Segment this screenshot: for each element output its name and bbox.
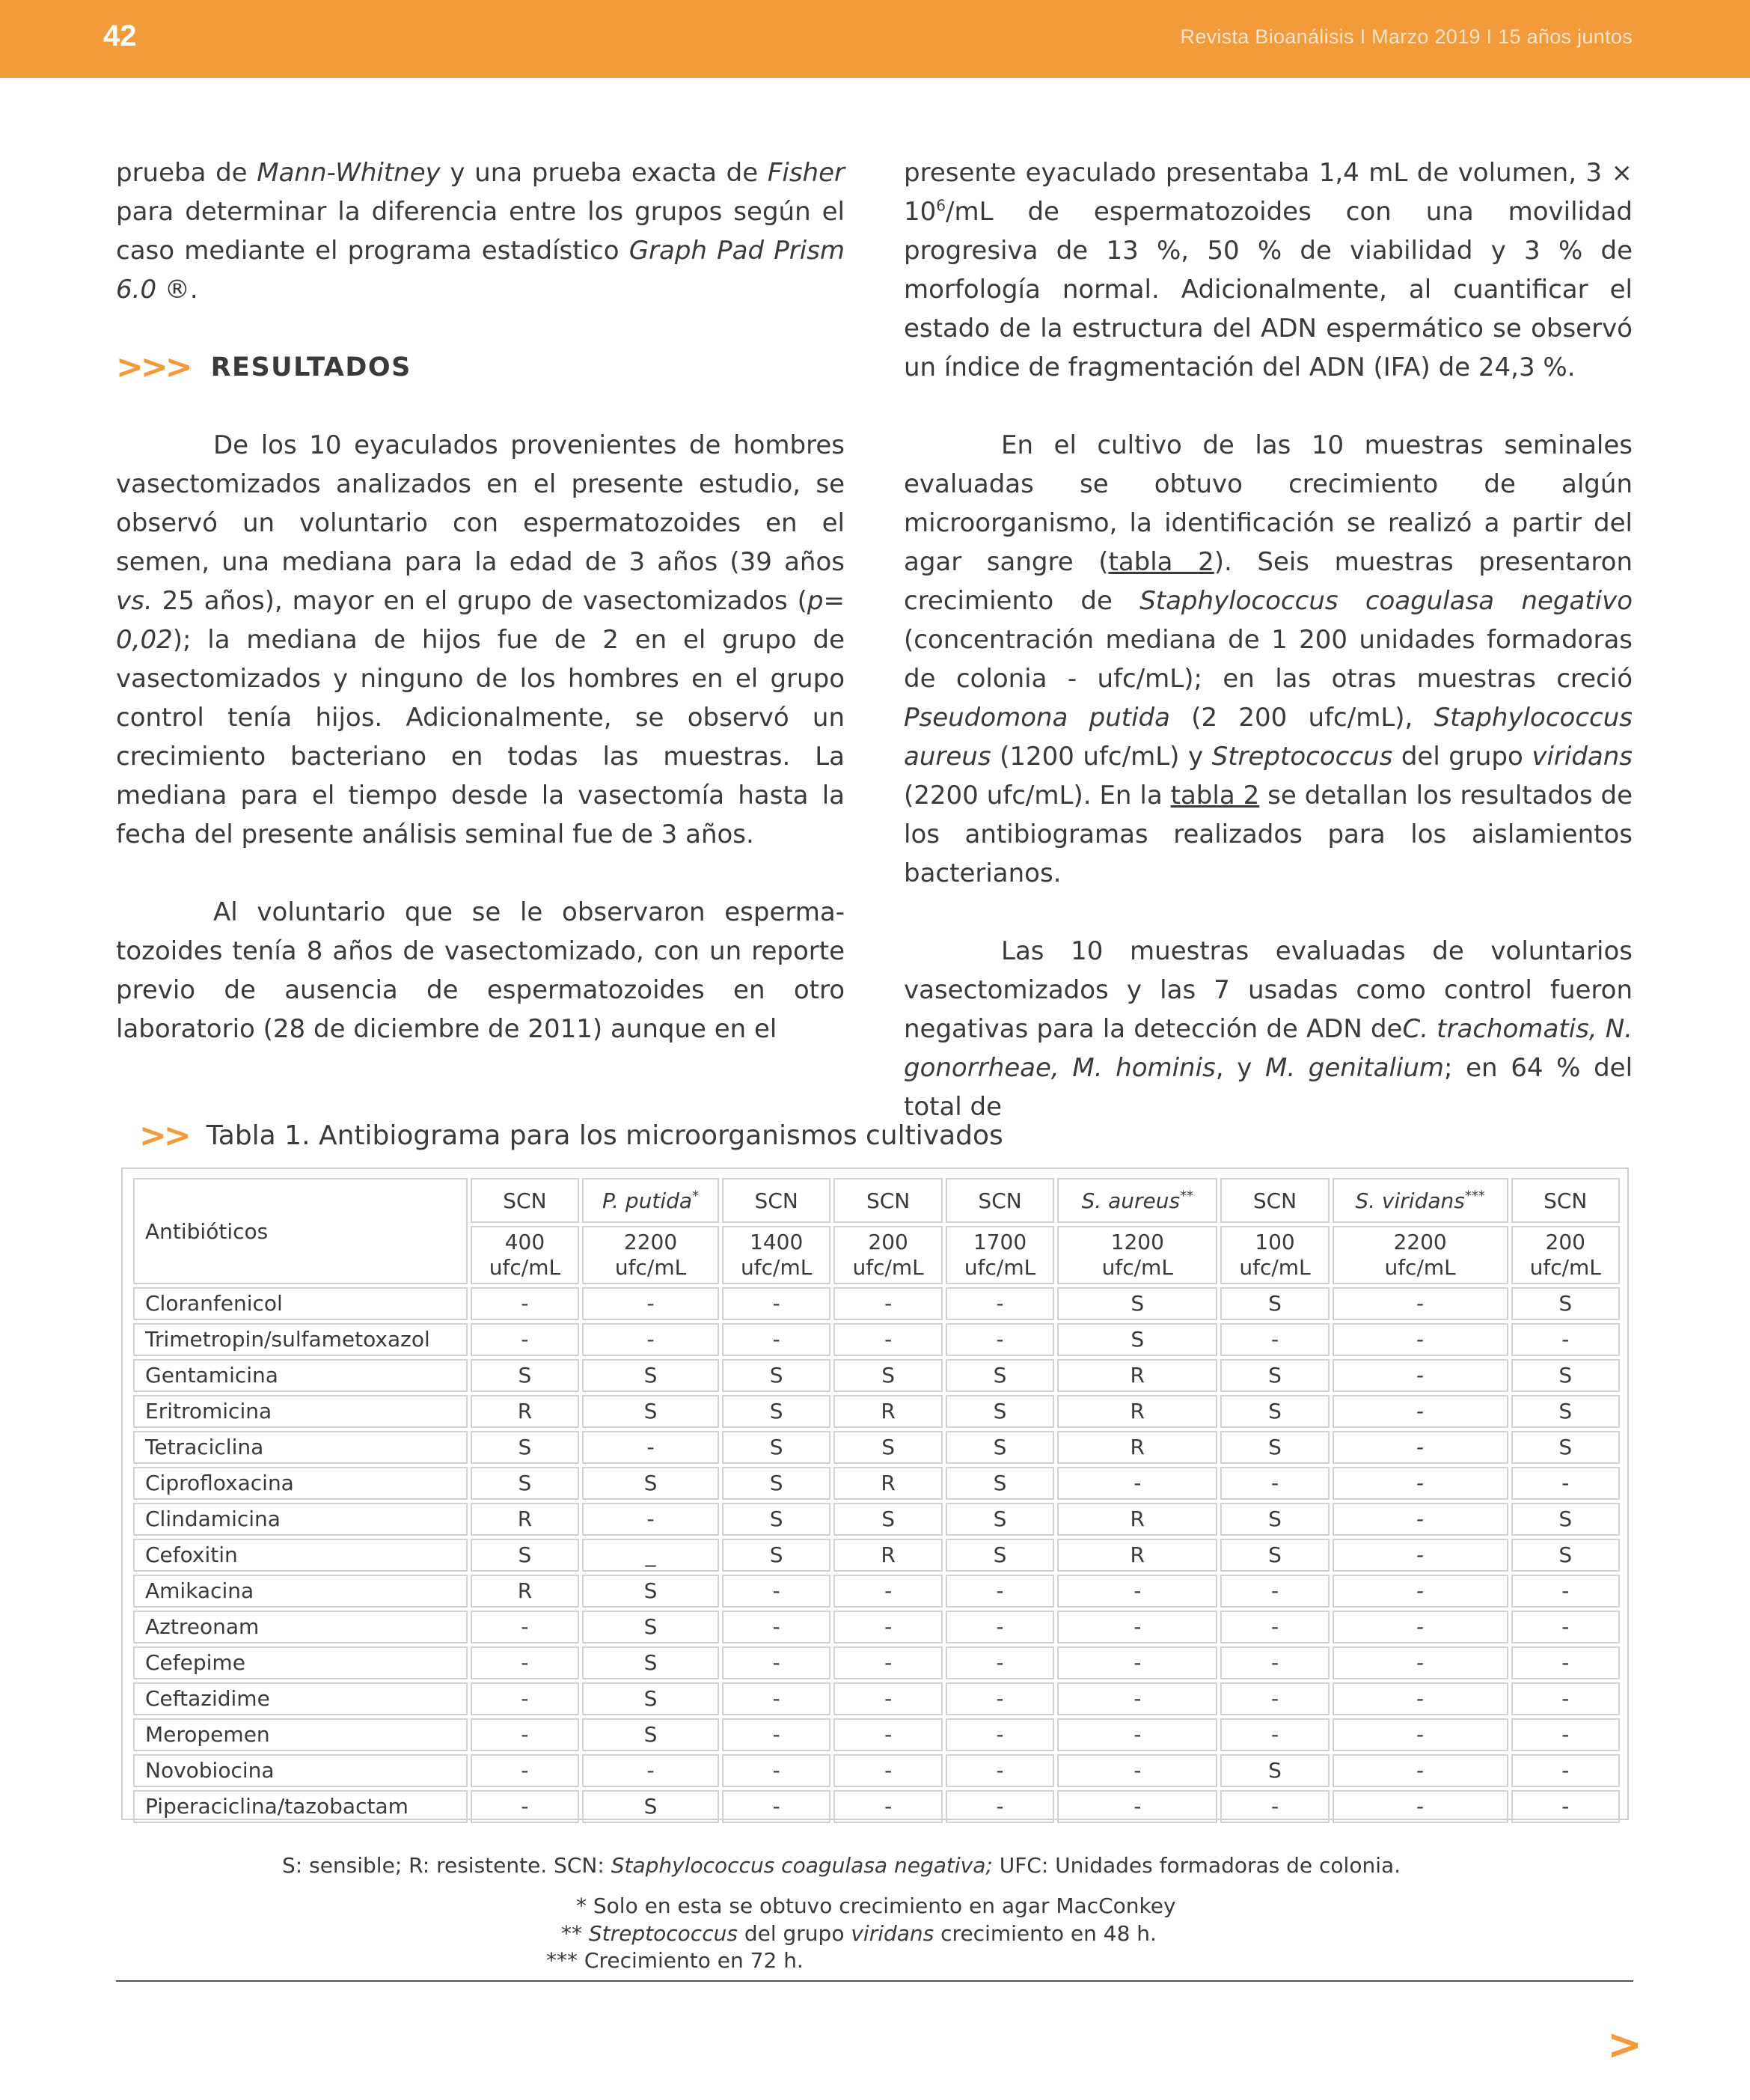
- susceptibility-cell: -: [1333, 1718, 1508, 1751]
- text-run: ®.: [156, 275, 198, 305]
- table-row: [133, 1611, 1620, 1643]
- italic-run: Graph Pad Prism 6.0: [116, 236, 845, 305]
- susceptibility-cell: -: [1220, 1467, 1329, 1500]
- susceptibility-cell: -: [1511, 1611, 1621, 1643]
- susceptibility-cell: -: [1333, 1611, 1508, 1643]
- susceptibility-cell: -: [471, 1718, 579, 1751]
- text-run: , y: [1215, 1053, 1265, 1083]
- susceptibility-cell: S: [471, 1359, 579, 1392]
- methods-paragraph-end: [116, 153, 845, 309]
- susceptibility-cell: -: [1333, 1575, 1508, 1608]
- susceptibility-cell: -: [946, 1754, 1054, 1787]
- concentration-header: [471, 1226, 579, 1284]
- susceptibility-cell: S: [833, 1359, 942, 1392]
- table-row: [133, 1359, 1620, 1392]
- footnote-2: [561, 1921, 1157, 1946]
- susceptibility-cell: S: [582, 1646, 719, 1679]
- susceptibility-cell: -: [1333, 1395, 1508, 1428]
- susceptibility-cell: S: [1511, 1539, 1621, 1572]
- susceptibility-cell: -: [833, 1682, 942, 1715]
- susceptibility-cell: S: [1220, 1395, 1329, 1428]
- antibiogram-table-frame: [121, 1167, 1629, 1820]
- antibiotic-name: Ciprofloxacina: [133, 1467, 468, 1500]
- antibiotic-name: Aztreonam: [133, 1611, 468, 1643]
- text-run: prueba de: [116, 158, 257, 188]
- next-page-chevron-icon[interactable]: >: [1607, 2021, 1642, 2069]
- susceptibility-cell: S: [582, 1718, 719, 1751]
- text-run: ); la mediana de hijos fue de 2 en el grupo de vasectomizados y ninguno de los hombres en el grupo control tenía hijos. Adicionalmente, se observó un crecimiento bacteriano en todas las muestras. La mediana para el tiempo desde la vasectomía hasta la fecha del presente análisis seminal fue de 3 años.: [116, 625, 845, 849]
- organism-name: P. putida: [602, 1188, 693, 1213]
- organism-name: SCN: [978, 1188, 1022, 1213]
- susceptibility-cell: S: [1057, 1323, 1217, 1356]
- antibiotic-name: Trimetropin/sulfametoxazol: [133, 1323, 468, 1356]
- susceptibility-cell: -: [946, 1682, 1054, 1715]
- susceptibility-cell: -: [1057, 1790, 1217, 1823]
- antibiotic-name: Tetraciclina: [133, 1431, 468, 1464]
- susceptibility-cell: -: [833, 1718, 942, 1751]
- susceptibility-cell: -: [722, 1790, 830, 1823]
- susceptibility-cell: -: [1333, 1467, 1508, 1500]
- susceptibility-cell: S: [722, 1467, 830, 1500]
- antibiotic-name: Gentamicina: [133, 1359, 468, 1392]
- susceptibility-cell: -: [946, 1575, 1054, 1608]
- table-row: [133, 1395, 1620, 1428]
- organism-header: [722, 1178, 830, 1223]
- susceptibility-cell: S: [722, 1503, 830, 1536]
- susceptibility-cell: -: [1511, 1718, 1621, 1751]
- susceptibility-cell: -: [1511, 1575, 1621, 1608]
- susceptibility-cell: S: [1511, 1395, 1621, 1428]
- susceptibility-cell: -: [1057, 1718, 1217, 1751]
- concentration-header: [722, 1226, 830, 1284]
- table-2-link[interactable]: tabla 2: [1108, 547, 1214, 577]
- susceptibility-cell: -: [722, 1287, 830, 1320]
- organism-name: S. aureus: [1081, 1188, 1181, 1213]
- left-column: [116, 153, 845, 1087]
- susceptibility-cell: _: [582, 1539, 719, 1572]
- table-row: [133, 1323, 1620, 1356]
- susceptibility-cell: -: [722, 1718, 830, 1751]
- concentration-header: [1057, 1226, 1217, 1284]
- footnote-3: *** Crecimiento en 72 h.: [546, 1948, 804, 1973]
- susceptibility-cell: S: [1220, 1754, 1329, 1787]
- susceptibility-cell: -: [1511, 1790, 1621, 1823]
- table-row: [133, 1503, 1620, 1536]
- organism-name: SCN: [503, 1188, 547, 1213]
- susceptibility-cell: R: [471, 1503, 579, 1536]
- bottom-rule: [116, 1980, 1633, 1982]
- text-run: para determinar la diferencia entre los grupos según el caso mediante el programa estadístico: [116, 197, 845, 266]
- susceptibility-cell: -: [946, 1323, 1054, 1356]
- susceptibility-cell: S: [722, 1431, 830, 1464]
- susceptibility-cell: -: [1333, 1431, 1508, 1464]
- susceptibility-cell: S: [582, 1359, 719, 1392]
- caption-chevron-icon: >>: [139, 1117, 189, 1155]
- text-run: **: [561, 1921, 589, 1946]
- susceptibility-cell: -: [1511, 1682, 1621, 1715]
- antibiotic-name: Meropemen: [133, 1718, 468, 1751]
- susceptibility-cell: -: [1220, 1611, 1329, 1643]
- concentration-unit: ufc/mL: [1529, 1255, 1601, 1280]
- susceptibility-cell: -: [1057, 1682, 1217, 1715]
- susceptibility-cell: S: [1220, 1539, 1329, 1572]
- table-caption-text: Tabla 1. Antibiograma para los microorganismos cultivados: [206, 1120, 1003, 1151]
- susceptibility-cell: S: [471, 1431, 579, 1464]
- antibiotic-name: Cefepime: [133, 1646, 468, 1679]
- table-row: [133, 1790, 1620, 1823]
- antibiotic-name: Piperaciclina/tazobactam: [133, 1790, 468, 1823]
- susceptibility-cell: -: [1333, 1682, 1508, 1715]
- susceptibility-cell: -: [833, 1323, 942, 1356]
- susceptibility-cell: -: [833, 1611, 942, 1643]
- table-row: [133, 1575, 1620, 1608]
- italic-run: Streptococcus: [588, 1921, 738, 1946]
- text-run: presente eyaculado presentaba 1,4 mL de volumen, 3 × 10: [904, 158, 1633, 227]
- antibiotic-name: Cloranfenicol: [133, 1287, 468, 1320]
- concentration-value: 400: [504, 1230, 545, 1254]
- susceptibility-cell: -: [471, 1790, 579, 1823]
- susceptibility-cell: -: [1333, 1539, 1508, 1572]
- susceptibility-cell: R: [833, 1539, 942, 1572]
- section-chevron-icon: >>>: [116, 348, 190, 386]
- italic-run: C. trachomatis, N. gonorrheae, M. hominis: [904, 1014, 1633, 1083]
- table-row: [133, 1754, 1620, 1787]
- concentration-unit: ufc/mL: [964, 1255, 1036, 1280]
- susceptibility-cell: -: [946, 1718, 1054, 1751]
- susceptibility-cell: -: [722, 1323, 830, 1356]
- susceptibility-cell: R: [471, 1395, 579, 1428]
- concentration-unit: ufc/mL: [614, 1255, 687, 1280]
- susceptibility-cell: S: [946, 1431, 1054, 1464]
- antibiogram-table: [130, 1175, 1623, 1826]
- concentration-unit: ufc/mL: [1239, 1255, 1311, 1280]
- concentration-value: 2200: [623, 1230, 678, 1254]
- text-run: (2200 ufc/mL). En la: [904, 781, 1171, 811]
- susceptibility-cell: R: [471, 1575, 579, 1608]
- concentration-value: 200: [868, 1230, 908, 1254]
- susceptibility-cell: -: [1333, 1359, 1508, 1392]
- organism-header: [1220, 1178, 1329, 1223]
- susceptibility-cell: S: [1511, 1359, 1621, 1392]
- concentration-value: 200: [1545, 1230, 1585, 1254]
- susceptibility-cell: -: [722, 1682, 830, 1715]
- susceptibility-cell: -: [471, 1611, 579, 1643]
- organism-header: [833, 1178, 942, 1223]
- organism-header: [1057, 1178, 1217, 1223]
- concentration-header: [1333, 1226, 1508, 1284]
- antibiotic-name: Novobiocina: [133, 1754, 468, 1787]
- susceptibility-cell: -: [722, 1754, 830, 1787]
- susceptibility-cell: -: [1220, 1718, 1329, 1751]
- italic-run: Staphylococcus coagulasa negativa;: [611, 1853, 993, 1878]
- italic-run: viridans: [1532, 742, 1633, 772]
- concentration-value: 1700: [973, 1230, 1027, 1254]
- susceptibility-cell: S: [1220, 1503, 1329, 1536]
- susceptibility-cell: R: [833, 1467, 942, 1500]
- table-row: [133, 1287, 1620, 1320]
- susceptibility-cell: S: [1220, 1287, 1329, 1320]
- antibiotics-header: Antibióticos: [133, 1178, 468, 1284]
- susceptibility-cell: -: [582, 1754, 719, 1787]
- footnote-marker: ***: [1464, 1188, 1485, 1204]
- susceptibility-cell: S: [946, 1503, 1054, 1536]
- susceptibility-cell: R: [1057, 1359, 1217, 1392]
- concentration-value: 100: [1255, 1230, 1295, 1254]
- italic-run: Mann-Whitney: [257, 158, 441, 188]
- susceptibility-cell: S: [1511, 1503, 1621, 1536]
- antibiotic-name: Amikacina: [133, 1575, 468, 1608]
- text-run: ; en 64 % del total de: [904, 1053, 1633, 1122]
- italic-run: p= 0,02: [116, 586, 845, 655]
- table-row: [133, 1431, 1620, 1464]
- susceptibility-cell: -: [1511, 1467, 1621, 1500]
- susceptibility-cell: S: [1511, 1431, 1621, 1464]
- susceptibility-cell: -: [1057, 1754, 1217, 1787]
- table-row: [133, 1539, 1620, 1572]
- table-caption: [139, 1117, 1003, 1155]
- italic-run: Pseudomona putida: [904, 703, 1170, 733]
- running-head: Revista Bioanálisis I Marzo 2019 I 15 años juntos: [1180, 25, 1633, 48]
- susceptibility-cell: -: [1220, 1646, 1329, 1679]
- concentration-unit: ufc/mL: [1101, 1255, 1173, 1280]
- concentration-header: [833, 1226, 942, 1284]
- susceptibility-cell: S: [582, 1395, 719, 1428]
- susceptibility-cell: -: [946, 1646, 1054, 1679]
- susceptibility-cell: R: [1057, 1431, 1217, 1464]
- organism-name: SCN: [754, 1188, 798, 1213]
- susceptibility-cell: -: [1220, 1790, 1329, 1823]
- susceptibility-cell: S: [722, 1395, 830, 1428]
- section-title: RESULTADOS: [210, 352, 412, 382]
- organism-header-row: [133, 1178, 1620, 1223]
- text-run: /mL de espermatozoides con una movilidad progresiva de 13 %, 50 % de viabilidad y 3 % de morfología normal. Adicionalmente, al cuantificar el estado de la estructura del ADN espermático se observó un índice de fragmentación del ADN (IFA) de 24,3 %.: [904, 197, 1633, 382]
- organism-header: [1333, 1178, 1508, 1223]
- organism-header: [471, 1178, 579, 1223]
- concentration-value: 1400: [750, 1230, 804, 1254]
- antibiogram-body: [133, 1287, 1620, 1823]
- susceptibility-cell: -: [1057, 1646, 1217, 1679]
- page-number: 42: [103, 19, 137, 52]
- susceptibility-cell: R: [833, 1395, 942, 1428]
- susceptibility-cell: -: [833, 1287, 942, 1320]
- susceptibility-cell: -: [471, 1323, 579, 1356]
- italic-run: Fisher: [767, 158, 845, 188]
- text-run: ). Seis muestras presentaron crecimiento de: [904, 547, 1633, 616]
- text-run: del grupo: [737, 1921, 851, 1946]
- organism-name: SCN: [866, 1188, 911, 1213]
- susceptibility-cell: -: [1220, 1575, 1329, 1608]
- section-heading: [116, 348, 845, 387]
- susceptibility-cell: -: [1057, 1575, 1217, 1608]
- susceptibility-cell: -: [833, 1646, 942, 1679]
- table-row: [133, 1467, 1620, 1500]
- text-run: crecimiento en 48 h.: [934, 1921, 1157, 1946]
- susceptibility-cell: S: [946, 1395, 1054, 1428]
- susceptibility-cell: S: [1220, 1359, 1329, 1392]
- susceptibility-cell: -: [833, 1754, 942, 1787]
- antibiotic-name: Clindamicina: [133, 1503, 468, 1536]
- organism-header: [1511, 1178, 1621, 1223]
- susceptibility-cell: -: [582, 1431, 719, 1464]
- pcr-paragraph: [904, 932, 1633, 1126]
- results-paragraph-1: [116, 426, 845, 854]
- susceptibility-cell: -: [946, 1611, 1054, 1643]
- italic-run: Staphylococcus coagulasa negativo: [1139, 586, 1633, 616]
- culture-paragraph: [904, 426, 1633, 893]
- susceptibility-cell: S: [471, 1539, 579, 1572]
- continued-paragraph: [904, 153, 1633, 387]
- text-run: (1200 ufc/mL) y: [991, 742, 1212, 772]
- susceptibility-cell: R: [1057, 1539, 1217, 1572]
- text-run: (concentración mediana de 1 200 unidades formadoras de colonia - ufc/mL); en las otras muestras creció: [904, 625, 1633, 694]
- concentration-header: [946, 1226, 1054, 1284]
- susceptibility-cell: S: [833, 1503, 942, 1536]
- susceptibility-cell: -: [1511, 1646, 1621, 1679]
- susceptibility-cell: -: [1220, 1323, 1329, 1356]
- text-run: De los 10 eyaculados provenientes de hombres vasectomizados analizados en el presente estudio, se observó un voluntario con espermatozoides en el semen, una mediana para la edad de 3 años (39 años: [116, 430, 845, 577]
- italic-run: viridans: [851, 1921, 934, 1946]
- susceptibility-cell: S: [1220, 1431, 1329, 1464]
- susceptibility-cell: -: [582, 1503, 719, 1536]
- organism-name: SCN: [1544, 1188, 1588, 1213]
- antibiotic-name: Eritromicina: [133, 1395, 468, 1428]
- susceptibility-cell: -: [722, 1646, 830, 1679]
- susceptibility-cell: S: [582, 1790, 719, 1823]
- concentration-unit: ufc/mL: [489, 1255, 561, 1280]
- right-column: [904, 153, 1633, 1165]
- concentration-header: [1220, 1226, 1329, 1284]
- susceptibility-cell: S: [722, 1359, 830, 1392]
- concentration-unit: ufc/mL: [852, 1255, 924, 1280]
- text-run: (2 200 ufc/mL),: [1169, 703, 1434, 733]
- italic-run: M. genitalium: [1265, 1053, 1445, 1083]
- susceptibility-cell: -: [833, 1575, 942, 1608]
- susceptibility-cell: -: [471, 1754, 579, 1787]
- italic-run: Streptococcus: [1211, 742, 1393, 772]
- table-row: [133, 1682, 1620, 1715]
- susceptibility-cell: S: [582, 1611, 719, 1643]
- susceptibility-cell: -: [582, 1323, 719, 1356]
- susceptibility-cell: S: [1057, 1287, 1217, 1320]
- susceptibility-cell: -: [1333, 1646, 1508, 1679]
- footnote-1: * Solo en esta se obtuvo crecimiento en agar MacConkey: [576, 1893, 1176, 1918]
- table-row: [133, 1646, 1620, 1679]
- top-header-bar: [0, 0, 1750, 78]
- organism-header: [946, 1178, 1054, 1223]
- susceptibility-cell: S: [946, 1539, 1054, 1572]
- susceptibility-cell: -: [471, 1287, 579, 1320]
- susceptibility-cell: -: [1511, 1754, 1621, 1787]
- text-run: y una prueba exacta de: [440, 158, 768, 188]
- concentration-value: 2200: [1393, 1230, 1447, 1254]
- susceptibility-cell: S: [471, 1467, 579, 1500]
- antibiotic-name: Ceftazidime: [133, 1682, 468, 1715]
- susceptibility-cell: -: [1511, 1323, 1621, 1356]
- susceptibility-cell: -: [722, 1611, 830, 1643]
- susceptibility-cell: S: [946, 1359, 1054, 1392]
- concentration-unit: ufc/mL: [1384, 1255, 1456, 1280]
- concentration-value: 1200: [1110, 1230, 1164, 1254]
- susceptibility-cell: S: [582, 1575, 719, 1608]
- organism-header: [582, 1178, 719, 1223]
- text-run: S: sensible; R: resistente. SCN:: [282, 1853, 611, 1878]
- susceptibility-cell: -: [1333, 1287, 1508, 1320]
- susceptibility-cell: -: [471, 1682, 579, 1715]
- susceptibility-cell: S: [582, 1467, 719, 1500]
- text-run: se detallan los resultados de los antibiogramas realizados para los aislamientos bacterianos.: [904, 781, 1633, 888]
- organism-name: SCN: [1252, 1188, 1297, 1213]
- susceptibility-cell: S: [1511, 1287, 1621, 1320]
- susceptibility-cell: -: [833, 1790, 942, 1823]
- susceptibility-cell: S: [833, 1431, 942, 1464]
- susceptibility-cell: -: [1333, 1790, 1508, 1823]
- text-run: En el cultivo de las 10 muestras seminales evaluadas se obtuvo crecimiento de algún microorganismo, la identificación se realizó a partir del agar sangre (: [904, 430, 1633, 577]
- footnote-marker: **: [1180, 1188, 1194, 1204]
- susceptibility-cell: S: [946, 1467, 1054, 1500]
- italic-run: Staphylococcus aureus: [904, 703, 1633, 772]
- susceptibility-cell: -: [722, 1575, 830, 1608]
- susceptibility-cell: -: [946, 1790, 1054, 1823]
- susceptibility-cell: S: [582, 1682, 719, 1715]
- text-run: 25 años), mayor en el grupo de vasectomizados (: [152, 586, 807, 616]
- susceptibility-cell: S: [722, 1539, 830, 1572]
- susceptibility-cell: -: [1333, 1754, 1508, 1787]
- table-row: [133, 1718, 1620, 1751]
- footnote-marker: *: [692, 1188, 700, 1204]
- susceptibility-cell: R: [1057, 1395, 1217, 1428]
- concentration-header: [582, 1226, 719, 1284]
- organism-name: S. viridans: [1355, 1188, 1465, 1213]
- susceptibility-cell: -: [471, 1646, 579, 1679]
- susceptibility-cell: -: [1057, 1467, 1217, 1500]
- italic-run: vs.: [116, 586, 153, 616]
- table-2-link[interactable]: tabla 2: [1170, 781, 1260, 811]
- concentration-unit: ufc/mL: [741, 1255, 813, 1280]
- susceptibility-cell: -: [582, 1287, 719, 1320]
- concentration-header: [1511, 1226, 1621, 1284]
- table-legend: [282, 1853, 1401, 1878]
- text-run: UFC: Unidades formadoras de colonia.: [992, 1853, 1401, 1878]
- superscript: 6: [936, 196, 946, 215]
- susceptibility-cell: -: [1333, 1323, 1508, 1356]
- susceptibility-cell: -: [946, 1287, 1054, 1320]
- susceptibility-cell: -: [1057, 1611, 1217, 1643]
- text-run: Las 10 muestras evaluadas de voluntarios vasectomizados y las 7 usadas como control fueron negativas para la detección de ADN de: [904, 936, 1633, 1044]
- susceptibility-cell: -: [1220, 1682, 1329, 1715]
- text-run: del grupo: [1392, 742, 1532, 772]
- susceptibility-cell: R: [1057, 1503, 1217, 1536]
- results-paragraph-2: Al voluntario que se le observaron esperma-tozoides tenía 8 años de vasectomizado, con un reporte previo de ausencia de espermatozoides en otro laboratorio (28 de diciembre de 2011) aunque en el: [116, 897, 845, 1044]
- antibiotic-name: Cefoxitin: [133, 1539, 468, 1572]
- susceptibility-cell: -: [1333, 1503, 1508, 1536]
